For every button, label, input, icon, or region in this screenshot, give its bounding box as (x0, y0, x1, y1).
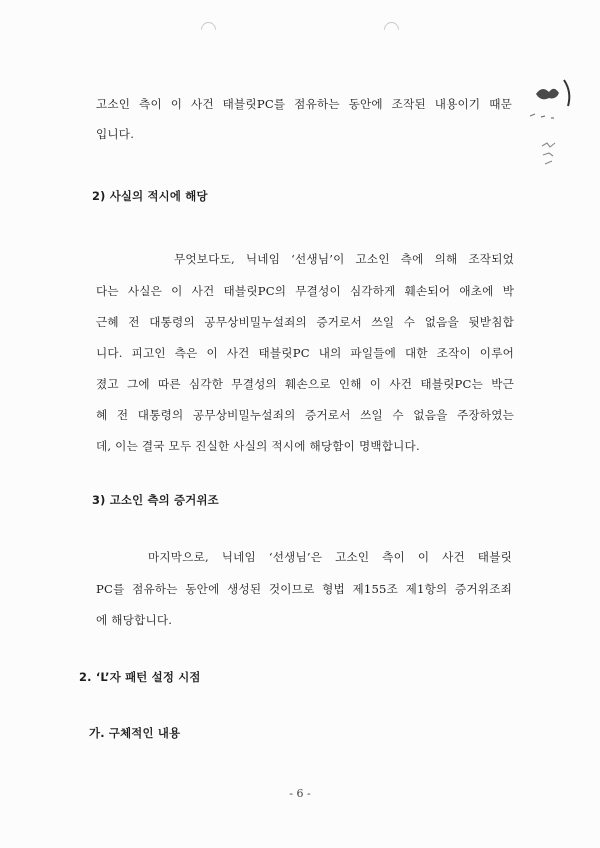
section-heading: 2) 사실의 적시에 해당 (92, 189, 208, 203)
punch-hole-mark-right (381, 19, 402, 40)
body-line: 근혜 전 대통령의 공무상비밀누설죄의 증거로서 쓰일 수 없음을 뒷받침합 (96, 315, 514, 329)
chapter-heading: 2. ‘L’자 패턴 설정 시점 (79, 670, 201, 684)
page-number: - 6 - (289, 787, 311, 800)
seal-stamp-fragment (520, 72, 580, 182)
punch-hole-mark-left (198, 19, 219, 40)
body-line: PC를 점유하는 동안에 생성된 것이므로 형법 제155조 제1항의 증거위조죄 (96, 582, 512, 596)
section-heading: 3) 고소인 측의 증거위조 (92, 493, 219, 507)
body-line: 졌고 그에 따른 심각한 무결성의 훼손으로 인해 이 사건 태블릿PC는 박근 (96, 377, 514, 391)
body-line: 입니다. (96, 127, 135, 141)
body-line: 에 해당합니다. (96, 613, 173, 627)
body-line: 니다. 피고인 측은 이 사건 태블릿PC 내의 파일들에 대한 조작이 이루어 (96, 346, 514, 360)
body-line: 무엇보다도, 닉네임 ‘선생님’이 고소인 측에 의해 조작되었 (174, 252, 514, 266)
subchapter-heading: 가. 구체적인 내용 (89, 726, 181, 740)
body-line: 마지막으로, 닉네임 ‘선생님’은 고소인 측이 이 사건 태블릿 (148, 550, 512, 564)
body-line: 데, 이는 결국 모두 진실한 사실의 적시에 해당함이 명백합니다. (96, 439, 420, 453)
body-line: 다는 사실은 이 사건 태블릿PC의 무결성이 심각하게 훼손되어 애초에 박 (96, 284, 514, 298)
body-line: 고소인 측이 이 사건 태블릿PC를 점유하는 동안에 조작된 내용이기 때문 (96, 97, 512, 111)
body-line: 혜 전 대통령의 공무상비밀누설죄의 증거로서 쓰일 수 없음을 주장하였는 (96, 408, 514, 422)
